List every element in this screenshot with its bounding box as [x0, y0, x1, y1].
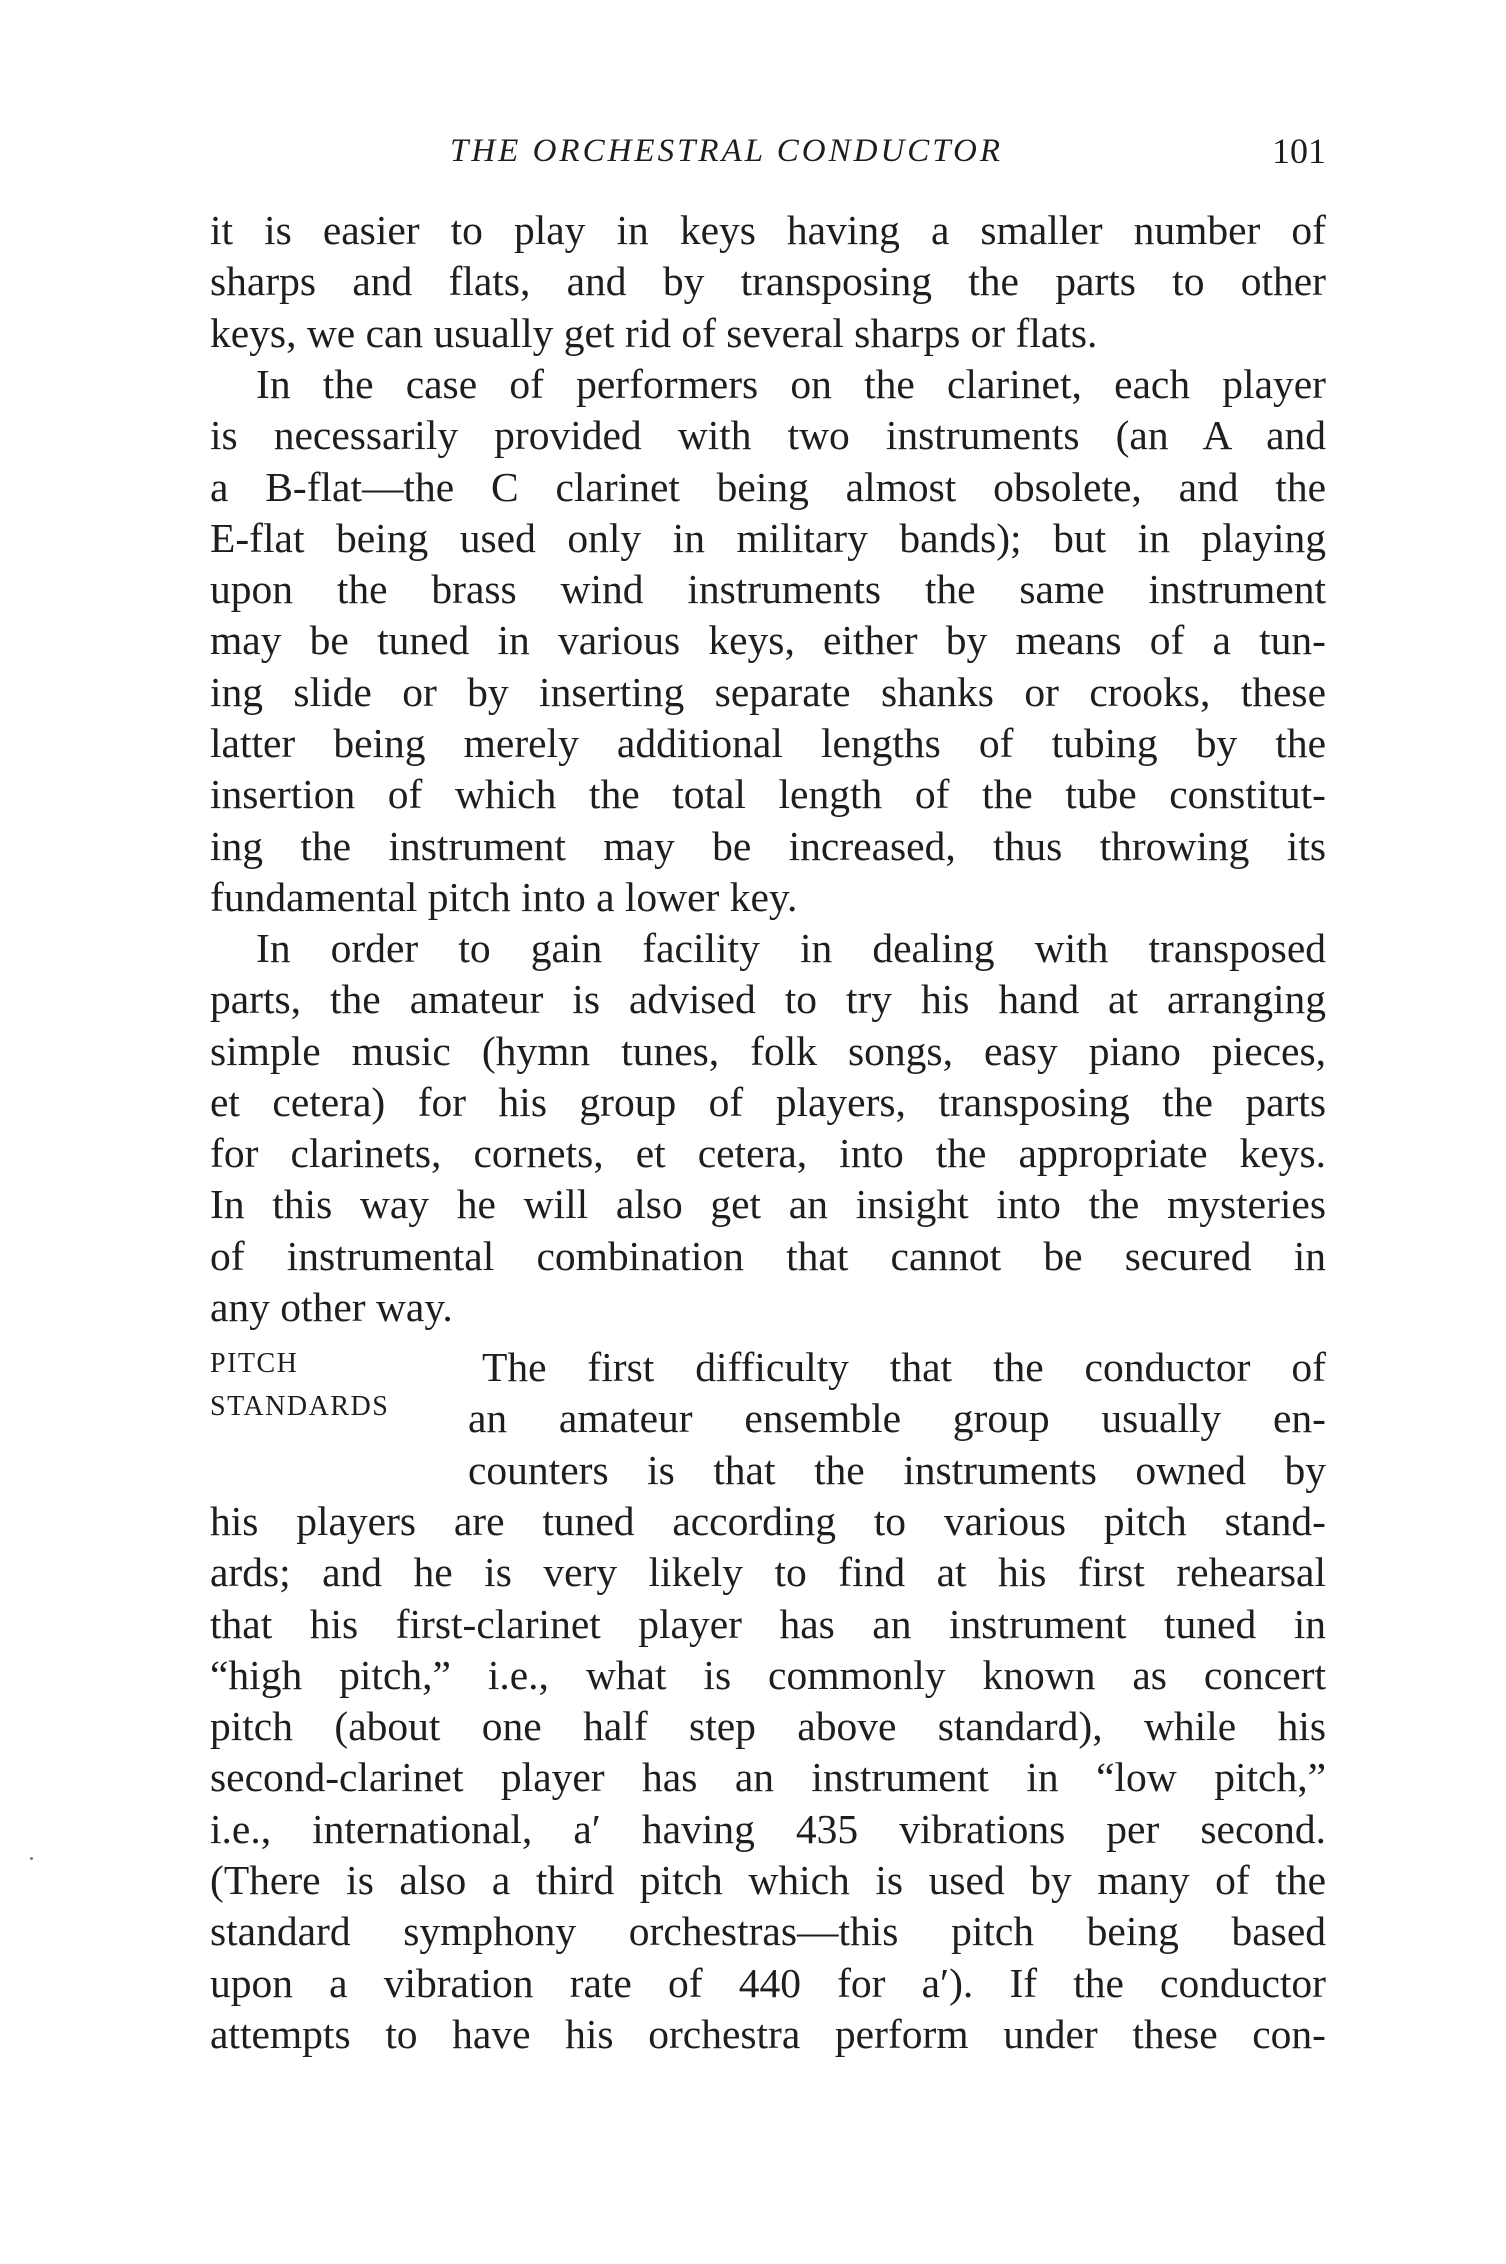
- text-line: In the case of performers on the clarinet, each player: [256, 361, 1326, 407]
- sidehead-line: PITCH: [210, 1348, 299, 1379]
- text-line: his players are tuned according to various pitch stand-: [210, 1498, 1326, 1544]
- sidehead-line: STANDARDS: [210, 1391, 390, 1422]
- text-line: a B-flat—the C clarinet being almost obsolete, and the: [210, 463, 1326, 510]
- text-line: latter being merely additional lengths of tubing by the: [210, 720, 1326, 767]
- paragraph-clarinet-instruments: [210, 359, 1326, 923]
- text-line: ing the instrument may be increased, thus throwing its: [210, 822, 1326, 869]
- text-line: ing slide or by inserting separate shanks or crooks, these: [210, 668, 1326, 715]
- text-line: In order to gain facility in dealing with transposed: [256, 925, 1326, 971]
- text-line: pitch (about one half step above standard), while his: [210, 1703, 1326, 1750]
- paragraph-transposed-parts: [210, 923, 1326, 1333]
- text-line: (There is also a third pitch which is used by many of the: [210, 1857, 1326, 1904]
- page-number: 101: [1272, 131, 1326, 171]
- scan-speck: [30, 1857, 33, 1860]
- text-line: sharps and flats, and by transposing the parts to other: [210, 258, 1326, 305]
- text-line: keys, we can usually get rid of several sharps or flats.: [210, 309, 1098, 356]
- text-line: may be tuned in various keys, either by means of a tun-: [210, 617, 1326, 664]
- paragraph-continuation: [210, 205, 1326, 359]
- running-head: [210, 126, 1326, 176]
- text-line: The first difficulty that the conductor of: [482, 1344, 1326, 1390]
- sidehead-pitch-standards: [210, 1342, 389, 1428]
- text-line: is necessarily provided with two instruments (an A and: [210, 412, 1326, 459]
- running-head-title: THE ORCHESTRAL CONDUCTOR: [450, 133, 1004, 169]
- text-line: simple music (hymn tunes, folk songs, easy piano pieces,: [210, 1027, 1326, 1074]
- text-line: of instrumental combination that cannot be secured in: [210, 1232, 1326, 1279]
- text-line: parts, the amateur is advised to try his hand at arranging: [210, 976, 1326, 1023]
- paragraph-pitch-standards: [210, 1496, 1326, 2060]
- text-line: insertion of which the total length of the tube constitut-: [210, 771, 1326, 818]
- text-line: counters is that the instruments owned by: [468, 1446, 1326, 1493]
- text-line: an amateur ensemble group usually en-: [468, 1395, 1326, 1442]
- text-line: standard symphony orchestras—this pitch being based: [210, 1908, 1326, 1955]
- text-line: for clarinets, cornets, et cetera, into the appropriate keys.: [210, 1130, 1326, 1177]
- text-line: upon the brass wind instruments the same instrument: [210, 566, 1326, 613]
- text-line: attempts to have his orchestra perform under these con-: [210, 2010, 1326, 2057]
- text-line: second-clarinet player has an instrument in “low pitch,”: [210, 1754, 1326, 1801]
- text-line: fundamental pitch into a lower key.: [210, 873, 798, 920]
- paragraph-pitch-standards-opening: [468, 1342, 1326, 1496]
- text-line: “high pitch,” i.e., what is commonly known as concert: [210, 1651, 1326, 1698]
- text-line: that his first-clarinet player has an instrument tuned in: [210, 1600, 1326, 1647]
- text-line: et cetera) for his group of players, transposing the parts: [210, 1078, 1326, 1125]
- text-line: E-flat being used only in military bands); but in playing: [210, 514, 1326, 561]
- text-line: it is easier to play in keys having a smaller number of: [210, 207, 1326, 253]
- text-line: upon a vibration rate of 440 for a′). If the conductor: [210, 1959, 1326, 2006]
- text-line: any other way.: [210, 1284, 453, 1331]
- text-line: In this way he will also get an insight into the mysteries: [210, 1181, 1326, 1228]
- text-line: ards; and he is very likely to find at his first rehearsal: [210, 1549, 1326, 1596]
- text-line: i.e., international, a′ having 435 vibrations per second.: [210, 1805, 1326, 1852]
